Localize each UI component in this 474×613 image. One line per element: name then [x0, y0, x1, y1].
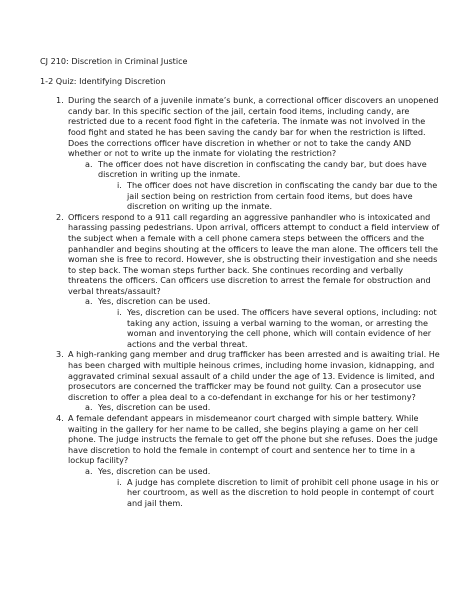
answer-detail-1: [40, 180, 440, 212]
answer-3: [40, 402, 440, 413]
question-4: [40, 413, 440, 466]
question-number: 1.: [56, 95, 64, 106]
answer-2: [40, 296, 440, 307]
detail-text: A judge has complete discretion to limit of prohibit cell phone usage in his or her courtroom, as well as the discretion to hold people in contempt of court and jail them.: [127, 476, 439, 508]
answer-marker: a.: [85, 296, 93, 307]
course-title: CJ 210: Discretion in Criminal Justice: [40, 56, 188, 66]
answer-marker: a.: [85, 158, 93, 169]
detail-marker: i.: [117, 307, 122, 318]
question-text: A female defendant appears in misdemeanor court charged with simple battery. While waiting in the gallery for her name to be called, she begins playing a game on her cell phone. The judge instructs the female to get off the phone but she refuses. Does the judge have discretion to hold the female in contempt of court and sentence her to time in a lockup facility?: [68, 413, 438, 466]
answer-marker: a.: [85, 465, 93, 476]
answer-4: [40, 466, 440, 477]
detail-text: The officer does not have discretion in confiscating the candy bar due to the jail section being on restriction from certain food items, but does have discretion on writing up the inmate.: [127, 179, 438, 212]
question-number: 2.: [56, 211, 64, 222]
question-number: 4.: [56, 413, 64, 423]
answer-text: The officer does not have discretion in confiscating the candy bar, but does have discretion in writing up the inmate.: [98, 158, 427, 180]
answer-detail-4: [40, 477, 440, 509]
answer-text: Yes, discretion can be used.: [98, 465, 211, 476]
detail-text: Yes, discretion can be used. The officers have several options, including: not taking any action, issuing a verbal warning to the woman, or arresting the woman and inventorying the cell phone, which will contain evidence of her actions and the verbal threat.: [127, 307, 437, 349]
answer-1: [40, 159, 440, 180]
question-3: [40, 349, 440, 402]
question-number: 3.: [56, 349, 64, 360]
question-2: [40, 212, 440, 297]
document-page: [40, 56, 440, 508]
question-1: [40, 95, 440, 159]
answer-marker: a.: [85, 402, 93, 413]
answer-text: Yes, discretion can be used.: [98, 402, 211, 413]
question-text: During the search of a juvenile inmate’s bunk, a correctional officer discovers an unopened candy bar. In this specific section of the jail, certain food items, including candy, are restricted due to a recent food fight in the cafeteria. The inmate was not involved in the food fight and stated he has been saving the candy bar for when the restriction is lifted. Does the corrections officer have discretion in whether or not to take the candy AND whether or not to write up the inmate for violating the restriction?: [68, 95, 439, 159]
answer-detail-2: [40, 307, 440, 349]
quiz-title: 1-2 Quiz: Identifying Discretion: [40, 75, 166, 86]
detail-marker: i.: [117, 476, 122, 487]
question-text: A high-ranking gang member and drug trafficker has been arrested and is awaiting trial. He has been charged with multiple heinous crimes, including home invasion, kidnapping, and aggravated criminal sexual assault of a child under the age of 13. Evidence is limited, and prosecutors are concerned the trafficker may be found not guilty. Can a prosecutor use discretion to offer a plea deal to a co-defendant in exchange for his or her testimony?: [68, 349, 440, 402]
detail-marker: i.: [117, 179, 122, 190]
answer-text: Yes, discretion can be used.: [98, 296, 211, 307]
question-text: Officers respond to a 911 call regarding an aggressive panhandler who is intoxicated and harassing passing pedestrians. Upon arrival, officers attempt to conduct a field interview of the subject when a female with a cell phone camera steps between the officers and the panhandler and begins shouting at the officers to leave the man alone. The officers tell the woman she is free to record. However, she is obstructing their investigation and she needs to step back. The woman steps further back. She continues recording and verbally threatens the officers. Can officers use discretion to arrest the female for obstruction and verbal threats/assault?: [68, 211, 440, 296]
